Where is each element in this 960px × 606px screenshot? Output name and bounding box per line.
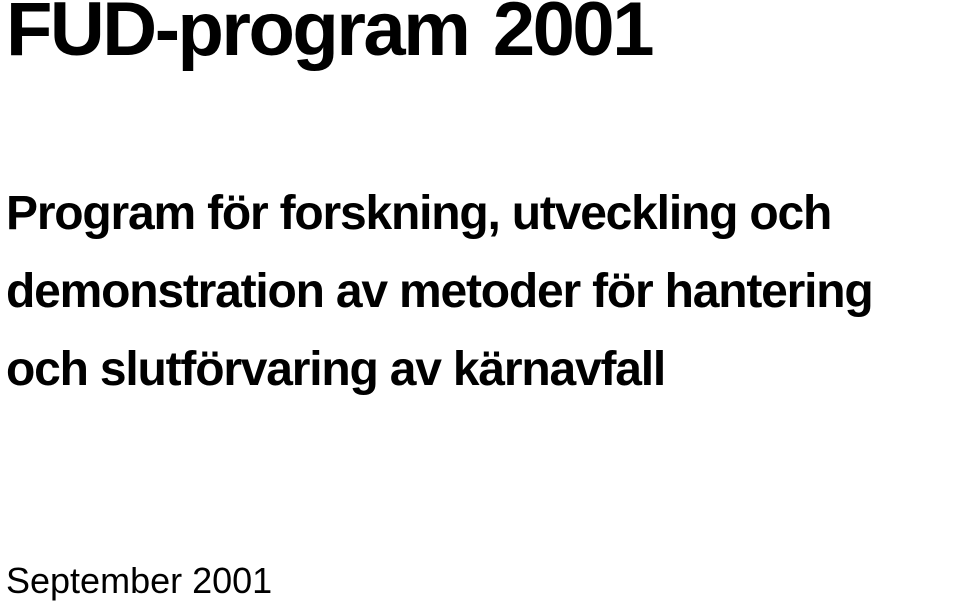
subtitle-line-3: och slutförvaring av kärnavfall <box>6 343 666 396</box>
document-subtitle <box>6 187 960 424</box>
publication-date: September 2001 <box>6 560 273 601</box>
subtitle-line-2: demonstration av metoder för hantering <box>6 265 873 318</box>
subtitle-line-1: Program för forskning, utveckling och <box>6 187 832 240</box>
document-title: FUD-program 2001 <box>6 0 652 72</box>
